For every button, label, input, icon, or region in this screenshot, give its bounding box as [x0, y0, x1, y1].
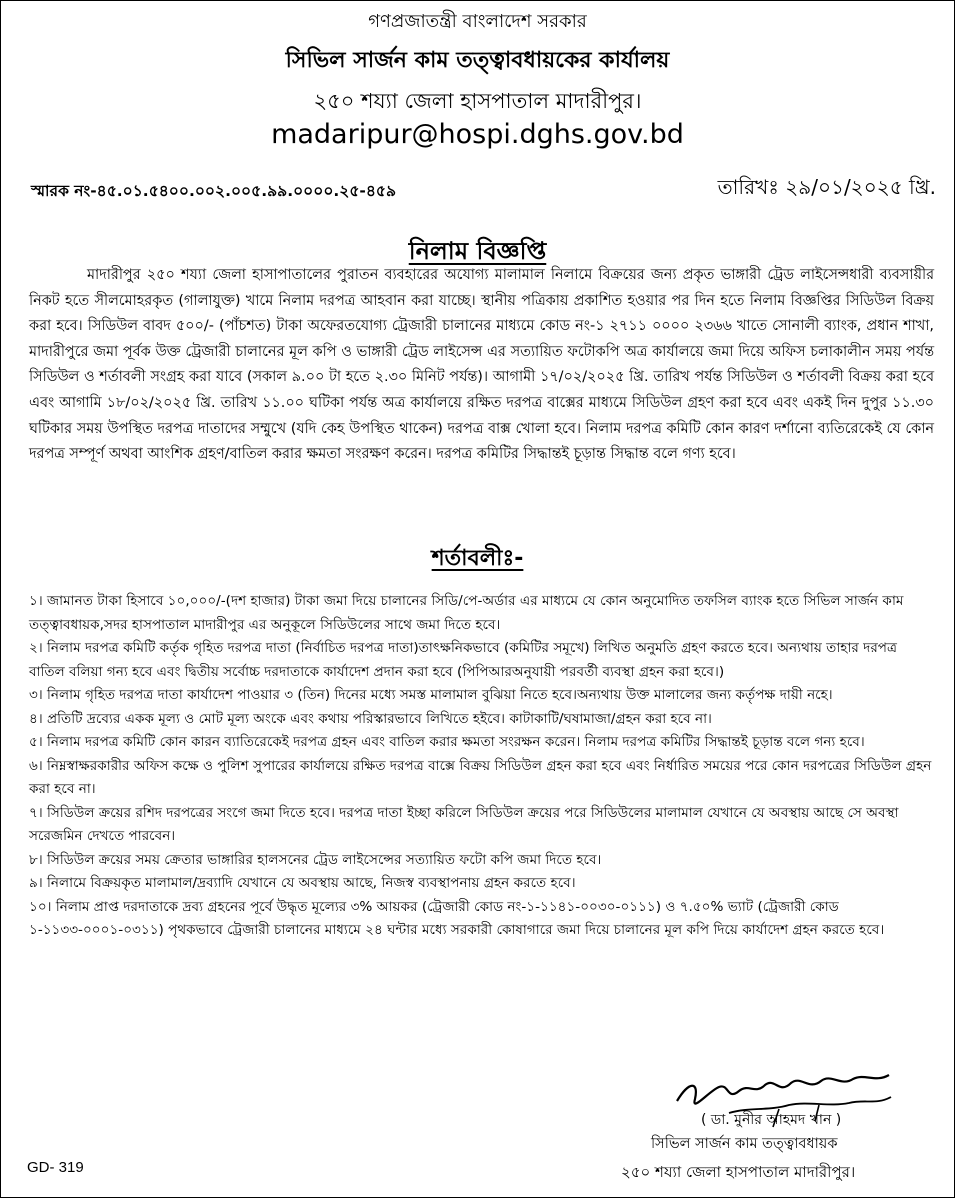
term-item: ৭। সিডিউল ক্রয়ের রশিদ দরপত্রের সংগে জমা দিতে হবে। দরপত্র দাতা ইচ্ছা করিলে সিডিউল ক্রয়ের পরে সিডিউলের মালামাল যেখানে যে অবস্থায় আছে সে অবস্থা সরেজমিন দেখতে পারবেন।: [29, 804, 899, 844]
term-item: ২। নিলাম দরপত্র কমিটি কর্তৃক গৃহিত দরপত্র দাতা (নির্বাচিত দরপত্র দাতা)তাৎক্ষনিকভাবে (কমিটির সমূখে) লিখিত অনুমতি গ্রহণ করতে হবে। অন্যথায় তাহার দরপত্র বাতিল বলিয়া গন্য হবে এবং দ্বিতীয় সর্বোচ্চ দরদাতাকে কার্যাদেশ প্রদান করা হবে (পিপিআরঅনুযায়ী পরবর্তী ব্যবস্থা গ্রহন করা হবে।): [29, 640, 898, 680]
office-name: সিভিল সার্জন কাম তত্ত্বাবধায়কের কার্যালয়: [285, 48, 670, 73]
memo-number: স্মারক নং-৪৫.০১.৫৪০০.০০২.০০৫.৯৯.০০০০.২৫-৪৫৯: [31, 182, 397, 200]
terms-title: শর্তাবলীঃ-: [431, 546, 524, 571]
signatory-address: ২৫০ শয্যা জেলা হাসপাতাল মাদারীপুর।: [621, 1163, 856, 1181]
notice-title: নিলাম বিজ্ঞপ্তি: [408, 237, 547, 265]
signatory-designation: সিভিল সার্জন কাম তত্ত্বাবধায়ক: [651, 1136, 838, 1152]
memo-date: তারিখঃ ২৯/০১/২০২৫ খ্রি.: [717, 175, 936, 199]
term-item: ৯। নিলামে বিক্রয়কৃত মালামাল/দ্রব্যাদি যেখানে যে অবস্থায় আছে, নিজস্ব ব্যবস্থাপনায় গ্রহন করতে হবে।: [29, 875, 576, 891]
signatory-name: ( ডা. মুনীর আহমদ খান ): [701, 1112, 842, 1128]
term-item: ৬। নিম্নস্বাক্ষরকারীর অফিস কক্ষে ও পুলিশ সুপারের কার্যালয়ে রক্ষিত দরপত্র বাক্সে বিক্রয় সিডিউল গ্রহন করা হবে এবং নির্ধারিত সময়ের পরে কোন দরপত্রের সিডিউল গ্রহন করা হবে না।: [29, 757, 932, 797]
term-item: ১। জামানত টাকা হিসাবে ১০,০০০/-(দশ হাজার) টাকা জমা দিয়ে চালানের সিডি/পে-অর্ডার এর মাধ্যমে যে কোন অনুমোদিত তফসিল ব্যাংক হতে সিভিল সার্জন কাম তত্ত্বাবধায়ক,সদর হাসপাতাল মাদারীপুর এর অনুকূলে সিডিউলের সাথে জমা দিতে হবে।: [29, 593, 904, 633]
office-address: ২৫০ শয্যা জেলা হাসপাতাল মাদারীপুর।: [313, 89, 642, 113]
government-name: গণপ্রজাতন্ত্রী বাংলাদেশ সরকার: [368, 11, 587, 32]
office-email: madaripur@hospi.dghs.gov.bd: [271, 119, 684, 150]
terms-list: [29, 590, 934, 943]
term-item: ৮। সিডিউল ক্রয়ের সময় ক্রেতার ভাঙ্গারির হালসনের ট্রেড লাইসেন্সের সত্যায়িত ফটো কপি জমা দিতে হবে।: [29, 851, 602, 868]
term-item: ১০। নিলাম প্রাপ্ত দরদাতাকে দ্রব্য গ্রহনের পূর্বে উদ্ধৃত মূল্যের ৩% আয়কর (ট্রেজারী কোড নং-১-১১৪১-০০৩০-০১১১) ও ৭.৫০% ভ্যাট (ট্রেজারী কোড ১-১১৩৩-০০০১-০৩১১) পৃথকভাবে ট্রেজারী চালানের মাধ্যমে ২৪ ঘন্টার মধ্যে সরকারী কোষাগারে জমা দিয়ে চালানের মূল কপি দিয়ে কার্যাদেশ গ্রহন করতে হবে।: [29, 898, 885, 938]
term-item: ৩। নিলাম গৃহিত দরপত্র দাতা কার্যাদেশ পাওয়ার ৩ (তিন) দিনের মধ্যে সমস্ত মালামাল বুঝিয়া নিতে হবে।অন্যথায় উক্ত মালালের জন্য কর্তৃপক্ষ দায়ী নহে।: [29, 687, 833, 703]
document-code: GD- 319: [27, 1159, 84, 1176]
term-item: ৪। প্রতিটি দ্রব্যের একক মূল্য ও মোট মূল্য অংকে এবং কথায় পরিস্কারভাবে লিখিতে হইবে। কাটাকাটি/ঘষামাজা/গ্রহন করা হবে না।: [29, 710, 712, 727]
notice-body: মাদারীপুর ২৫০ শয্যা জেলা হাসাপাতালের পুরাতন ব্যবহারের অযোগ্য মালামাল নিলামে বিক্রয়ের জন্য প্রকৃত ভাঙ্গারী ট্রেড লাইসেন্সধারী ব্যবসায়ীর নিকট হতে সীলমোহরকৃত (গালাযুক্ত) খামে নিলাম দরপত্র আহবান করা যাচ্ছে। স্থানীয় পত্রিকায় প্রকাশিত হওয়ার পর দিন হতে নিলাম বিজ্ঞপ্তির সিডিউল বিক্রয় করা হবে। সিডিউল বাবদ ৫০০/- (পাঁচশত) টাকা অফেরতযোগ্য ট্রেজারী চালানের মাধ্যমে কোড নং-১ ২৭১১ ০০০০ ২৩৬৬ খাতে সোনালী ব্যাংক, প্রধান শাখা, মাদারীপুরে জমা পূর্বক উক্ত ট্রেজারী চালানের মূল কপি ও ভাঙ্গারী ট্রেড লাইসেন্স এর সত্যায়িত ফটোকপি অত্র কার্যালয়ে জমা দিয়ে অফিস চলাকালীন সময় পর্যন্ত সিডিউল ও শর্তাবলী সংগ্রহ করা যাবে (সকাল ৯.০০ টা হতে ২.৩০ মিনিট পর্যন্ত)। আগামী ১৭/০২/২০২৫ খ্রি. তারিখ পর্যন্ত সিডিউল ও শর্তাবলী বিক্রয় করা হবে এবং আগামি ১৮/০২/২০২৫ খ্রি. তারিখ ১১.০০ ঘটিকা পর্যন্ত অত্র কার্যালয়ে রক্ষিত দরপত্র বাক্সের মাধ্যমে সিডিউল গ্রহণ করা হবে এবং একই দিন দুপুর ১১.৩০ ঘটিকার সময় উপস্থিত দরপত্র দাতাদের সম্মুখে (যদি কেহ উপস্থিত থাকেন) দরপত্র বাক্স খোলা হবে। নিলাম দরপত্র কমিটি কোন কারণ দর্শানো ব্যতিরেকেই যে কোন দরপত্র সম্পূর্ণ অথবা আংশিক গ্রহণ/বাতিল করার ক্ষমতা সংরক্ষণ করেন। দরপত্র কমিটির সিদ্ধান্তই চূড়ান্ত সিদ্ধান্ত বলে গণ্য হবে।: [29, 267, 934, 463]
term-item: ৫। নিলাম দরপত্র কমিটি কোন কারন ব্যাতিরেকেই দরপত্র গ্রহন এবং বাতিল করার ক্ষমতা সংরক্ষন করেন। নিলাম দরপত্র কমিটির সিদ্ধান্তই চূড়ান্ত বলে গন্য হবে।: [29, 734, 865, 750]
